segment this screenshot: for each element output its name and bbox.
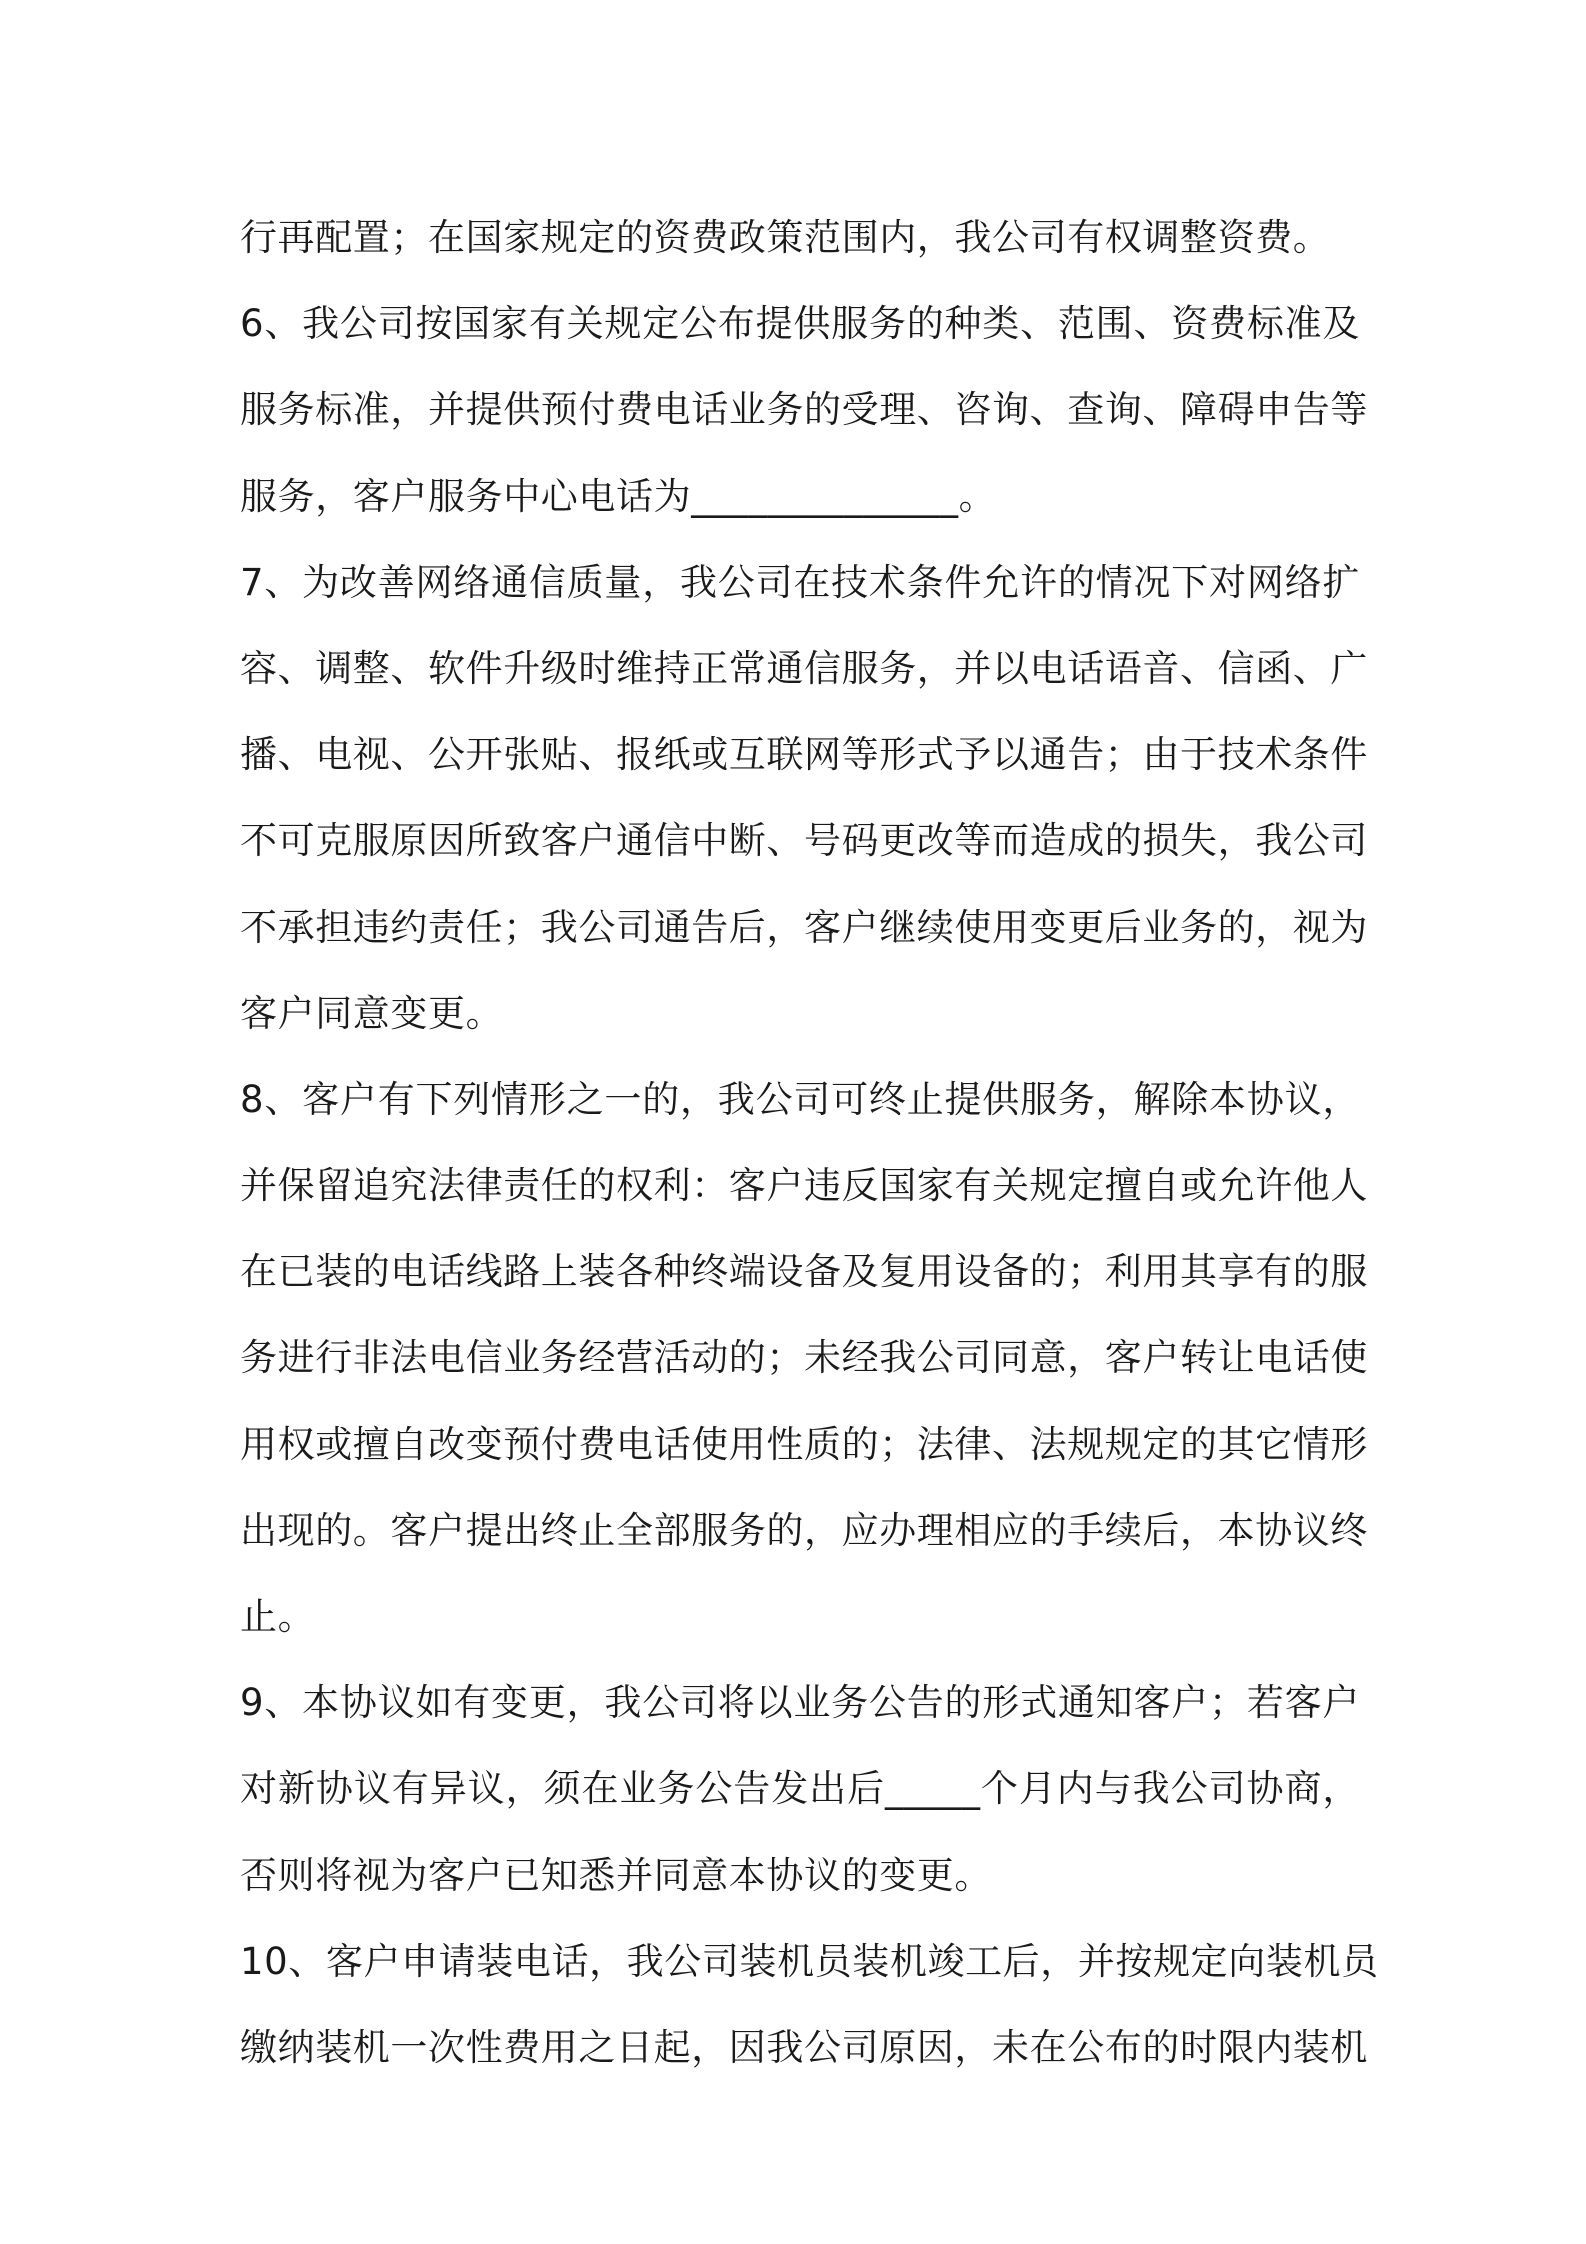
text-line-12: 并保留追究法律责任的权利：客户违反国家有关规定擅自或允许他人 [240,1164,1368,1208]
document-body [240,195,1379,2091]
text-line-16: 出现的。客户提出终止全部服务的，应办理相应的手续后，本协议终 [240,1508,1368,1552]
text-line-14: 务进行非法电信业务经营活动的；未经我公司同意，客户转让电话使 [240,1336,1368,1380]
text-line-4: 服务，客户服务中心电话为______________。 [240,474,997,518]
text-line-9: 不承担违约责任；我公司通告后，客户继续使用变更后业务的，视为 [240,905,1368,949]
text-line-3: 服务标准，并提供预付费电话业务的受理、咨询、查询、障碍申告等 [240,388,1368,432]
text-line-13: 在已装的电话线路上装各种终端设备及复用设备的；利用其享有的服 [240,1250,1368,1294]
text-line-17: 止。 [240,1595,316,1638]
text-line-15: 用权或擅自改变预付费电话使用性质的；法律、法规规定的其它情形 [240,1422,1368,1466]
text-line-20: 否则将视为客户已知悉并同意本协议的变更。 [240,1853,992,1897]
text-line-7: 播、电视、公开张贴、报纸或互联网等形式予以通告；由于技术条件 [240,733,1368,777]
text-line-11: 8、客户有下列情形之一的，我公司可终止提供服务，解除本协议， [240,1077,1360,1121]
text-line-21: 10、客户申请装电话，我公司装机员装机竣工后，并按规定向装机员 [240,1939,1379,1983]
text-line-2: 6、我公司按国家有关规定公布提供服务的种类、范围、资费标准及 [240,302,1360,346]
text-line-1: 行再配置；在国家规定的资费政策范围内，我公司有权调整资费。 [240,216,1331,259]
text-line-6: 容、调整、软件升级时维持正常通信服务，并以电话语音、信函、广 [240,646,1368,690]
text-line-19: 对新协议有异议，须在业务公告发出后_____个月内与我公司协商， [240,1767,1360,1811]
text-line-18: 9、本协议如有变更，我公司将以业务公告的形式通知客户；若客户 [240,1681,1360,1725]
text-line-8: 不可克服原因所致客户通信中断、号码更改等而造成的损失，我公司 [240,819,1368,863]
text-line-22: 缴纳装机一次性费用之日起，因我公司原因，未在公布的时限内装机 [240,2025,1368,2069]
text-line-10: 客户同意变更。 [240,991,504,1035]
text-line-5: 7、为改善网络通信质量，我公司在技术条件允许的情况下对网络扩 [240,560,1360,604]
